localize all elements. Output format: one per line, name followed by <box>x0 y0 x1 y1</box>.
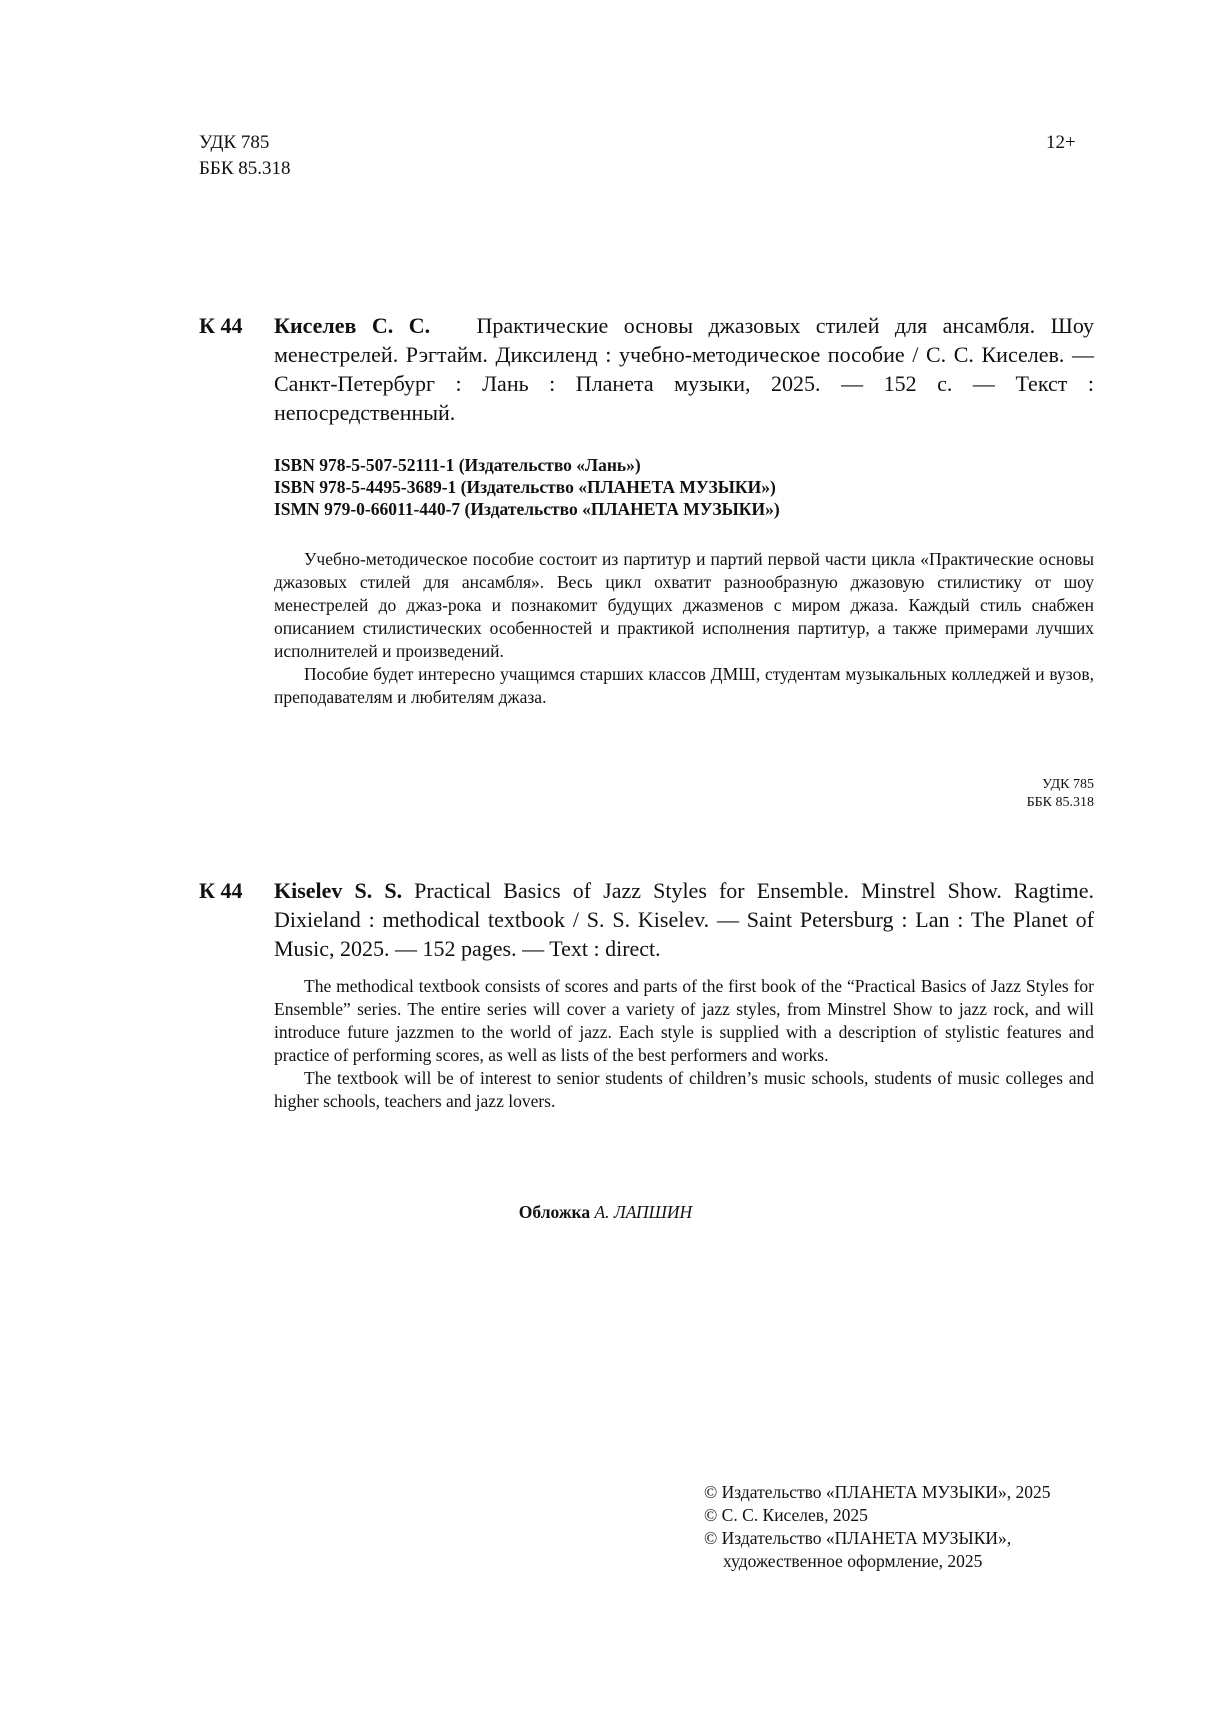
annotation-ru-paragraph: Пособие будет интересно учащимся старших классов ДМШ, студентам музыкальных колледжей и вузов, преподавателям и любителям джаза. <box>274 664 1094 707</box>
annotation-en <box>274 975 1094 1113</box>
age-rating: 12+ <box>1046 132 1076 153</box>
author-name-ru: Киселев С. С. <box>274 313 431 338</box>
isbn-planet: ISBN 978-5-4495-3689-1 (Издательство «ПЛАНЕТА МУЗЫКИ») <box>274 477 776 497</box>
author-name-en: Kiselev S. S. <box>274 878 403 903</box>
author-mark-ru: К 44 <box>199 313 243 338</box>
copyright-block <box>704 1481 1051 1573</box>
bbk-code-secondary: ББК 85.318 <box>1026 795 1094 810</box>
classification-top <box>199 130 291 182</box>
author-mark-en: К 44 <box>199 878 243 903</box>
udk-code-secondary: УДК 785 <box>1042 777 1094 792</box>
bbk-code: ББК 85.318 <box>199 158 291 179</box>
isbn-block <box>274 454 1094 520</box>
cover-credit-label: Обложка <box>518 1202 591 1222</box>
bibliographic-entry-ru <box>274 311 1094 427</box>
bibliographic-description-en: Practical Basics of Jazz Styles for Ensemble. Minstrel Show. Ragtime. Dixieland : methodical textbook / S. S. Kiselev. — Saint Petersburg : Lan : The Planet of Music, 2025. — 152 pages. — Text : direct. <box>274 878 1094 961</box>
udk-code: УДК 785 <box>199 132 270 153</box>
bibliographic-entry-en <box>274 876 1094 963</box>
annotation-en-paragraph: The methodical textbook consists of scores and parts of the first book of the “Practical Basics of Jazz Styles for Ensemble” series. The entire series will cover a variety of jazz styles, from Minstrel Show to jazz rock, and will introduce future jazzmen to the world of jazz. Each style is supplied with a description of stylistic features and practice of performing scores, as well as lists of the best performers and works. <box>274 976 1094 1065</box>
copyright-line: художественное оформление, 2025 <box>723 1551 983 1571</box>
copyright-line: © Издательство «ПЛАНЕТА МУЗЫКИ», 2025 <box>704 1482 1051 1502</box>
isbn-lan: ISBN 978-5-507-52111-1 (Издательство «Лань») <box>274 455 641 475</box>
annotation-ru <box>274 548 1094 709</box>
bibliographic-description-ru: Практические основы джазовых стилей для ансамбля. Шоу менестрелей. Рэгтайм. Диксиленд : учебно-методическое пособие / С. С. Киселев. — Санкт-Петербург : Лань : Планета музыки, 2025. — 152 с. — Текст : непосредственный. <box>274 313 1094 425</box>
annotation-en-paragraph: The textbook will be of interest to senior students of children’s music schools, students of music colleges and higher schools, teachers and jazz lovers. <box>274 1068 1094 1111</box>
ismn-planet: ISMN 979-0-66011-440-7 (Издательство «ПЛАНЕТА МУЗЫКИ») <box>274 499 780 519</box>
annotation-ru-paragraph: Учебно-методическое пособие состоит из партитур и партий первой части цикла «Практические основы джазовых стилей для ансамбля». Весь цикл охватит разнообразную джазовую стилистику от шоу менестрелей до джаз-рока и познакомит будущих джазменов с миром джаза. Каждый стиль снабжен описанием стилистических особенностей и практикой исполнения партитур, а также примерами лучших исполнителей и произведений. <box>274 549 1094 661</box>
copyright-line: © С. С. Киселев, 2025 <box>704 1505 868 1525</box>
classification-secondary <box>1027 776 1094 812</box>
cover-credit-name: А. ЛАПШИН <box>594 1202 693 1222</box>
cover-credit <box>0 1201 1211 1224</box>
copyright-line: © Издательство «ПЛАНЕТА МУЗЫКИ», <box>704 1528 1012 1548</box>
